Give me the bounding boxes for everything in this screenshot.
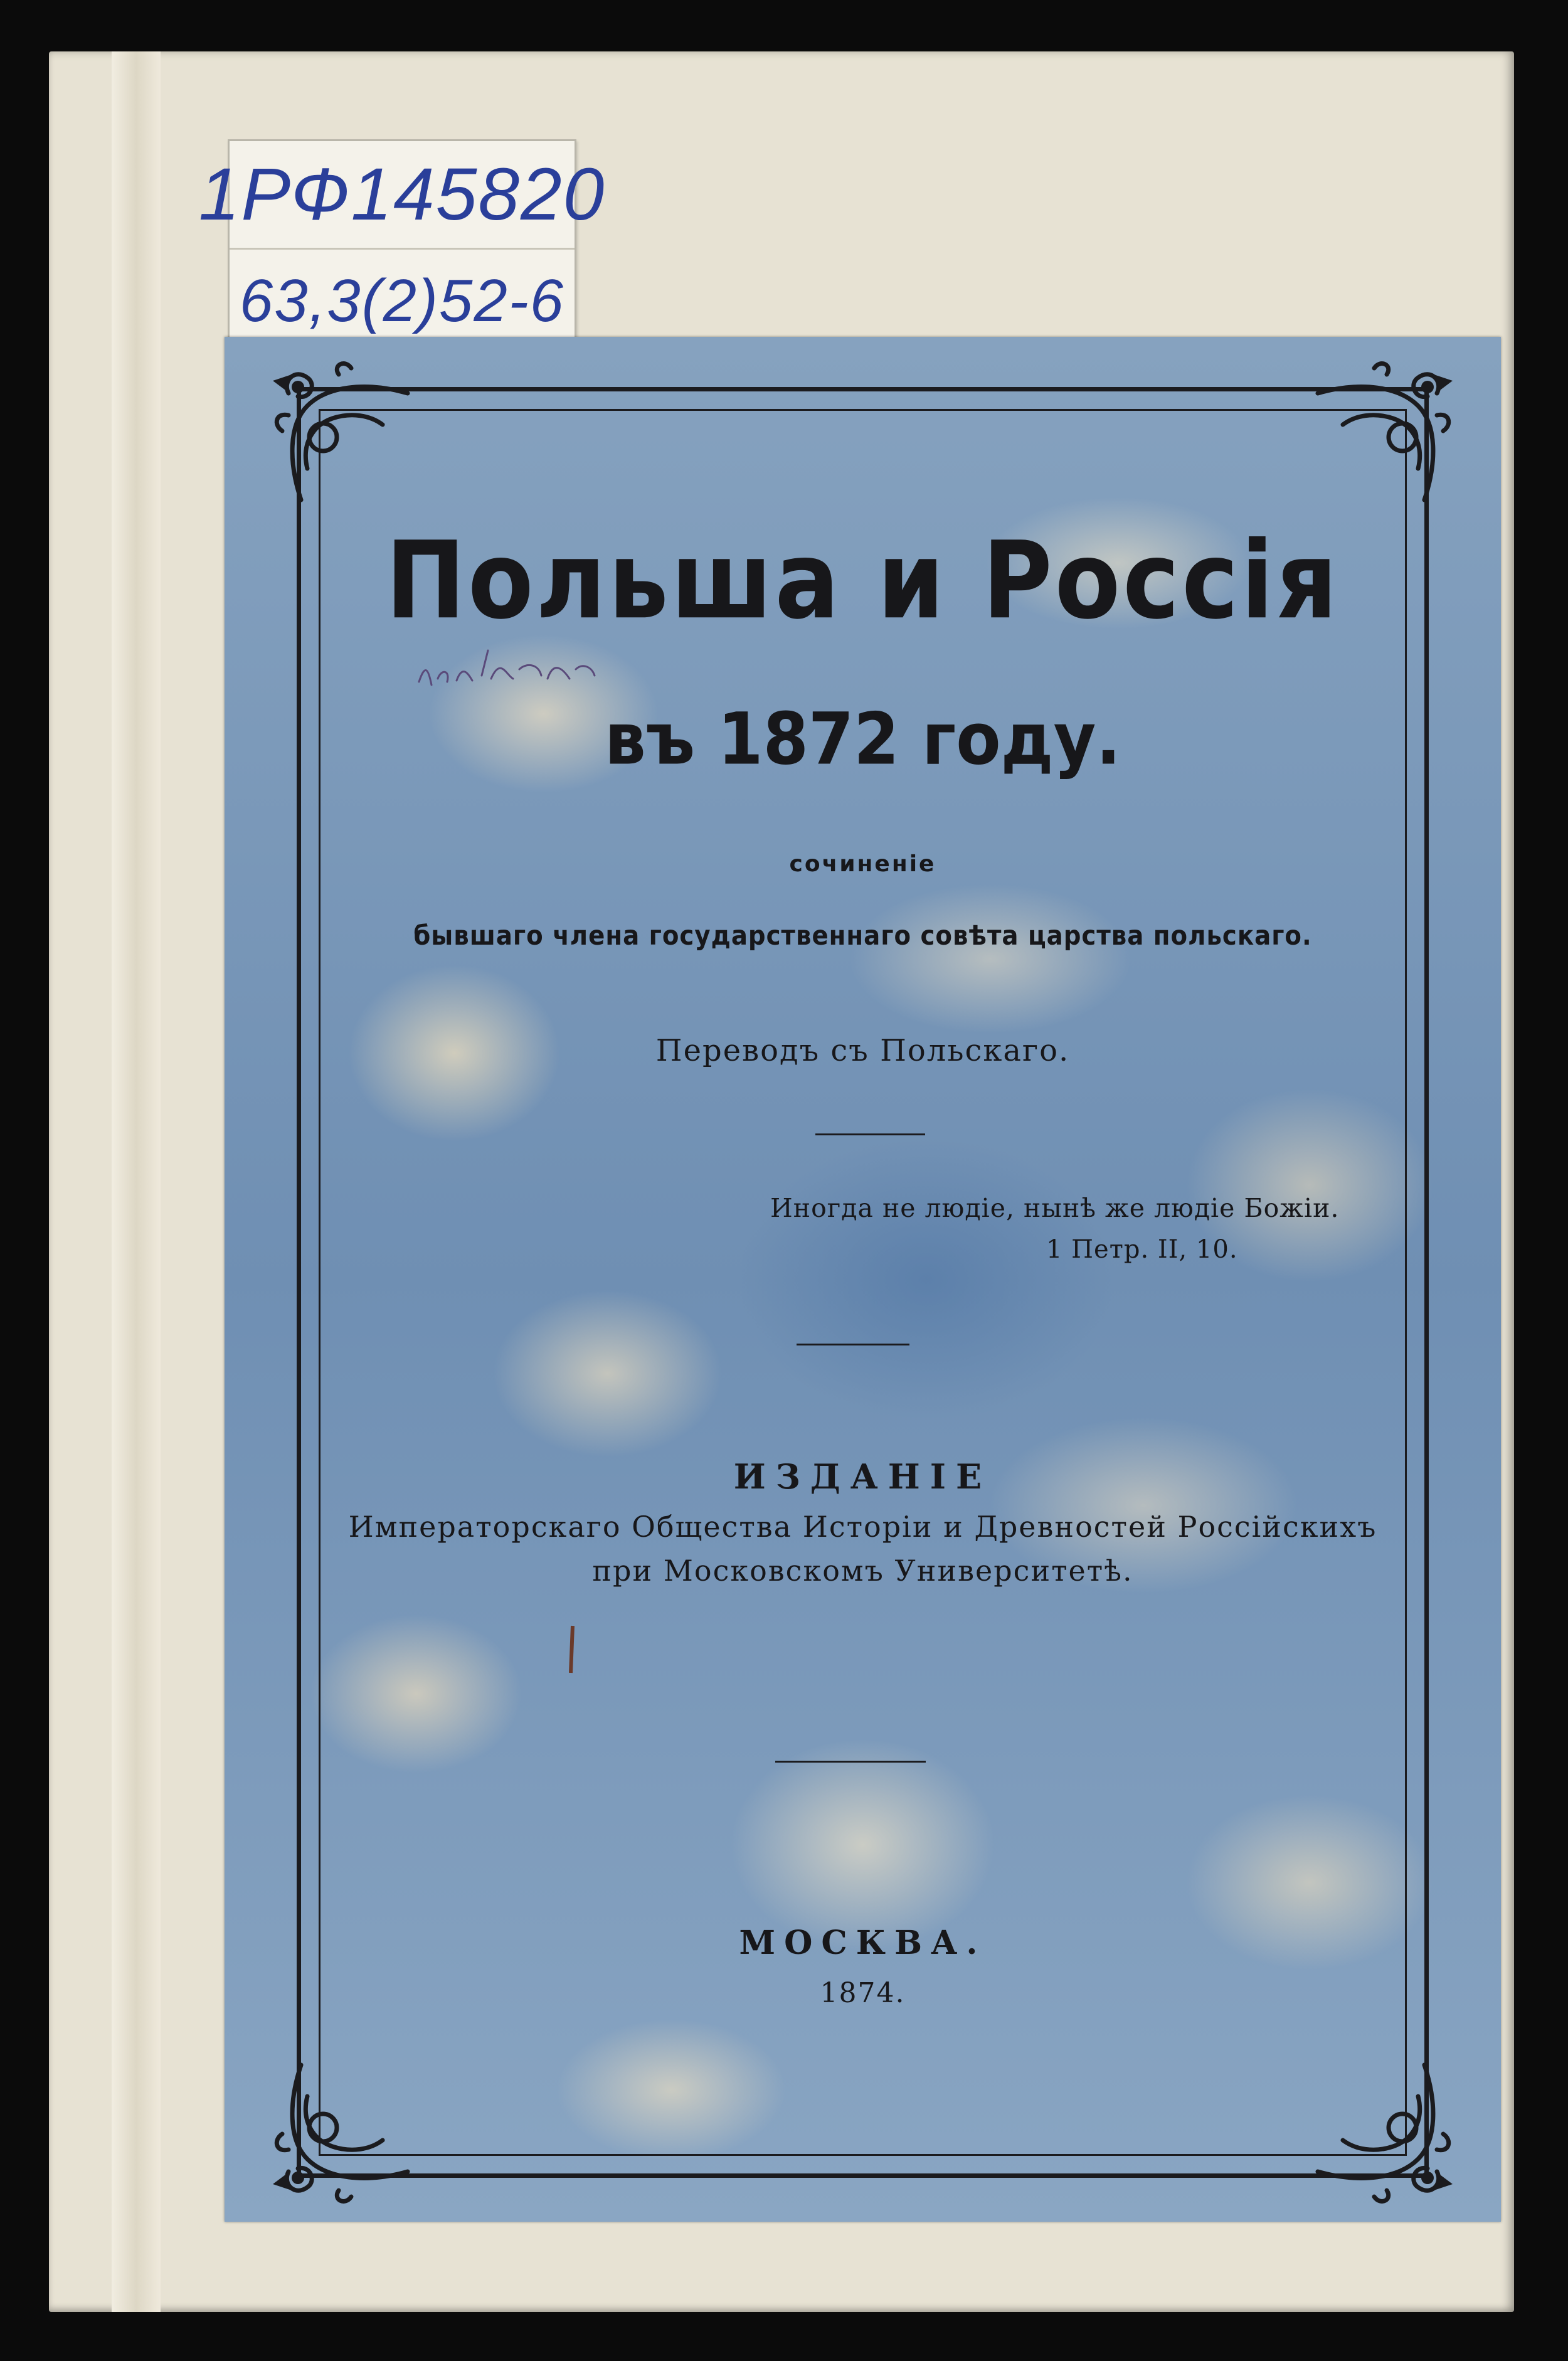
divider-rule xyxy=(775,1761,926,1763)
imprint-year: 1874. xyxy=(820,1977,906,2009)
book-subtitle: въ 1872 году. xyxy=(605,696,1121,782)
book-title: Польша и Россія xyxy=(385,518,1340,643)
cover-panel xyxy=(225,337,1501,2222)
library-label xyxy=(198,139,606,356)
spine-band xyxy=(112,51,161,2312)
divider-rule xyxy=(815,1133,925,1135)
work-label: сочиненіе xyxy=(789,851,936,877)
imprint-city: МОСКВА. xyxy=(739,1924,987,1962)
publisher-line-2: при Московскомъ Университетѣ. xyxy=(592,1554,1133,1588)
author-line: бывшаго члена государственнаго совѣта царства польскаго. xyxy=(413,920,1312,952)
divider-rule xyxy=(797,1344,909,1345)
cover-text xyxy=(225,337,1501,2222)
label-shelfmark: 1РФ145820 xyxy=(230,141,575,250)
epigraph-source: 1 Петр. II, 10. xyxy=(1046,1235,1238,1264)
label-classification: 63,3(2)52-6 xyxy=(239,267,565,334)
translation-note: Переводъ съ Польскаго. xyxy=(655,1033,1070,1068)
publisher-line-1: Императорскаго Общества Исторіи и Древностей Россійскихъ xyxy=(348,1510,1377,1544)
book xyxy=(49,51,1514,2312)
edition-label: ИЗДАНІЕ xyxy=(733,1456,992,1497)
epigraph-quote: Иногда не людіе, нынѣ же людіе Божіи. xyxy=(770,1193,1340,1223)
